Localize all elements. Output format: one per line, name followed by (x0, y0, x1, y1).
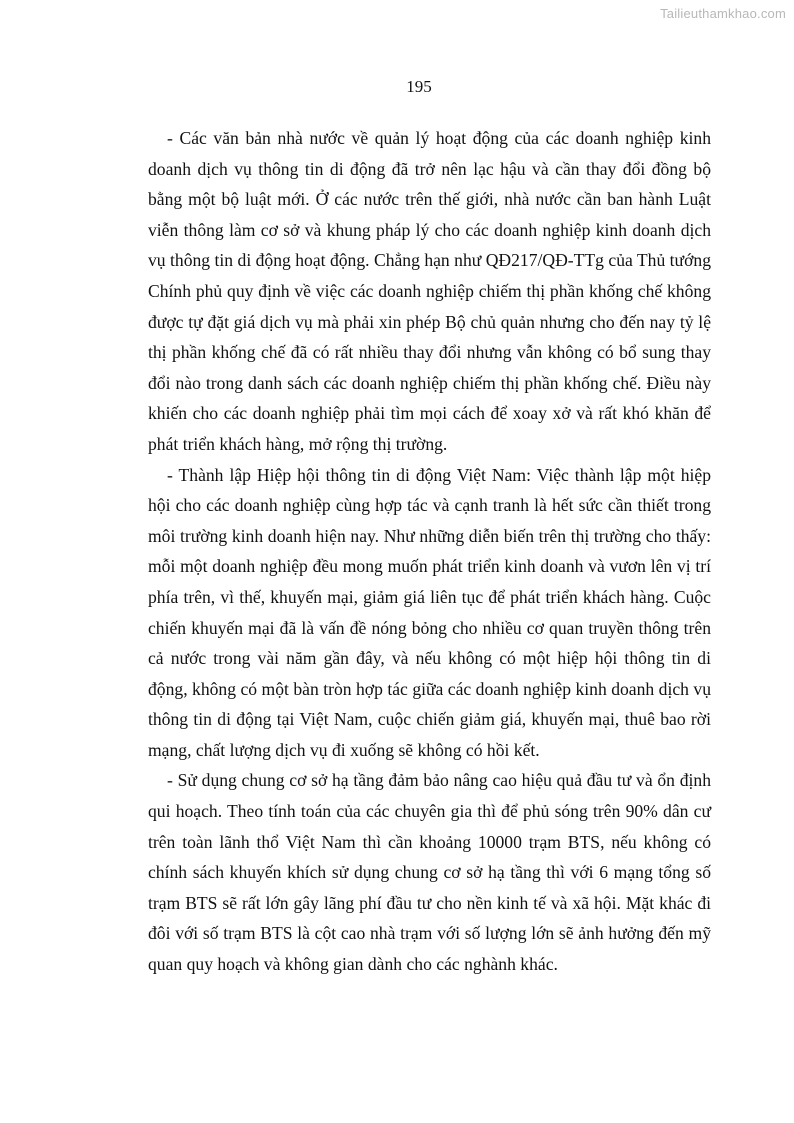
paragraph-shared-infrastructure: - Sử dụng chung cơ sở hạ tầng đảm bảo nâng cao hiệu quả đầu tư và ổn định qui hoạch. Theo tính toán của các chuyên gia thì để phủ sóng trên 90% dân cư trên toàn lãnh thổ Việt Nam thì cần khoảng 10000 trạm BTS, nếu không có chính sách khuyến khích sử dụng chung cơ sở hạ tầng thì với 6 mạng tổng số trạm BTS sẽ rất lớn gây lãng phí đầu tư cho nền kinh tế và xã hội. Mặt khác đi đôi với số trạm BTS là cột cao nhà trạm với số lượng lớn sẽ ảnh hưởng đến mỹ quan quy hoạch và không gian dành cho các nghành khác. (148, 770, 711, 975)
page-number: 195 (406, 77, 432, 96)
paragraph-legal-framework: - Các văn bản nhà nước về quản lý hoạt động của các doanh nghiệp kinh doanh dịch vụ thông tin di động đã trở nên lạc hậu và cần thay đổi đồng bộ bằng một bộ luật mới. Ở các nước trên thế giới, nhà nước cần ban hành Luật viễn thông làm cơ sở và khung pháp lý cho các doanh nghiệp kinh doanh dịch vụ thông tin di động hoạt động. Chẳng hạn như QĐ217/QĐ-TTg của Thủ tướng Chính phủ quy định về việc các doanh nghiệp chiếm thị phần khống chế không được tự đặt giá dịch vụ mà phải xin phép Bộ chủ quản nhưng cho đến nay tỷ lệ thị phần khống chế đã có rất nhiều thay đổi nhưng vẫn không có bổ sung thay đổi nào trong danh sách các doanh nghiệp chiếm thị phần khống chế. Điều này khiến cho các doanh nghiệp phải tìm mọi cách để xoay xở và rất khó khăn để phát triển khách hàng, mở rộng thị trường. (148, 128, 711, 454)
paragraph-mobile-association: - Thành lập Hiệp hội thông tin di động Việt Nam: Việc thành lập một hiệp hội cho các doanh nghiệp cùng hợp tác và cạnh tranh là hết sức cần thiết trong môi trường kinh doanh hiện nay. Như những diễn biến trên thị trường cho thấy: mỗi một doanh nghiệp đều mong muốn phát triển kinh doanh và vươn lên vị trí phía trên, vì thế, khuyến mại, giảm giá liên tục để phát triển khách hàng. Cuộc chiến khuyến mại đã là vấn đề nóng bỏng cho nhiều cơ quan truyền thông trên cả nước trong vài năm gần đây, và nếu không có một hiệp hội thông tin di động, không có một bàn tròn hợp tác giữa các doanh nghiệp kinh doanh dịch vụ thông tin di động tại Việt Nam, cuộc chiến giảm giá, khuyến mại, thuê bao rời mạng, chất lượng dịch vụ đi xuống sẽ không có hồi kết. (148, 464, 711, 760)
document-body (148, 123, 711, 980)
watermark: Tailieuthamkhao.com (660, 6, 786, 21)
